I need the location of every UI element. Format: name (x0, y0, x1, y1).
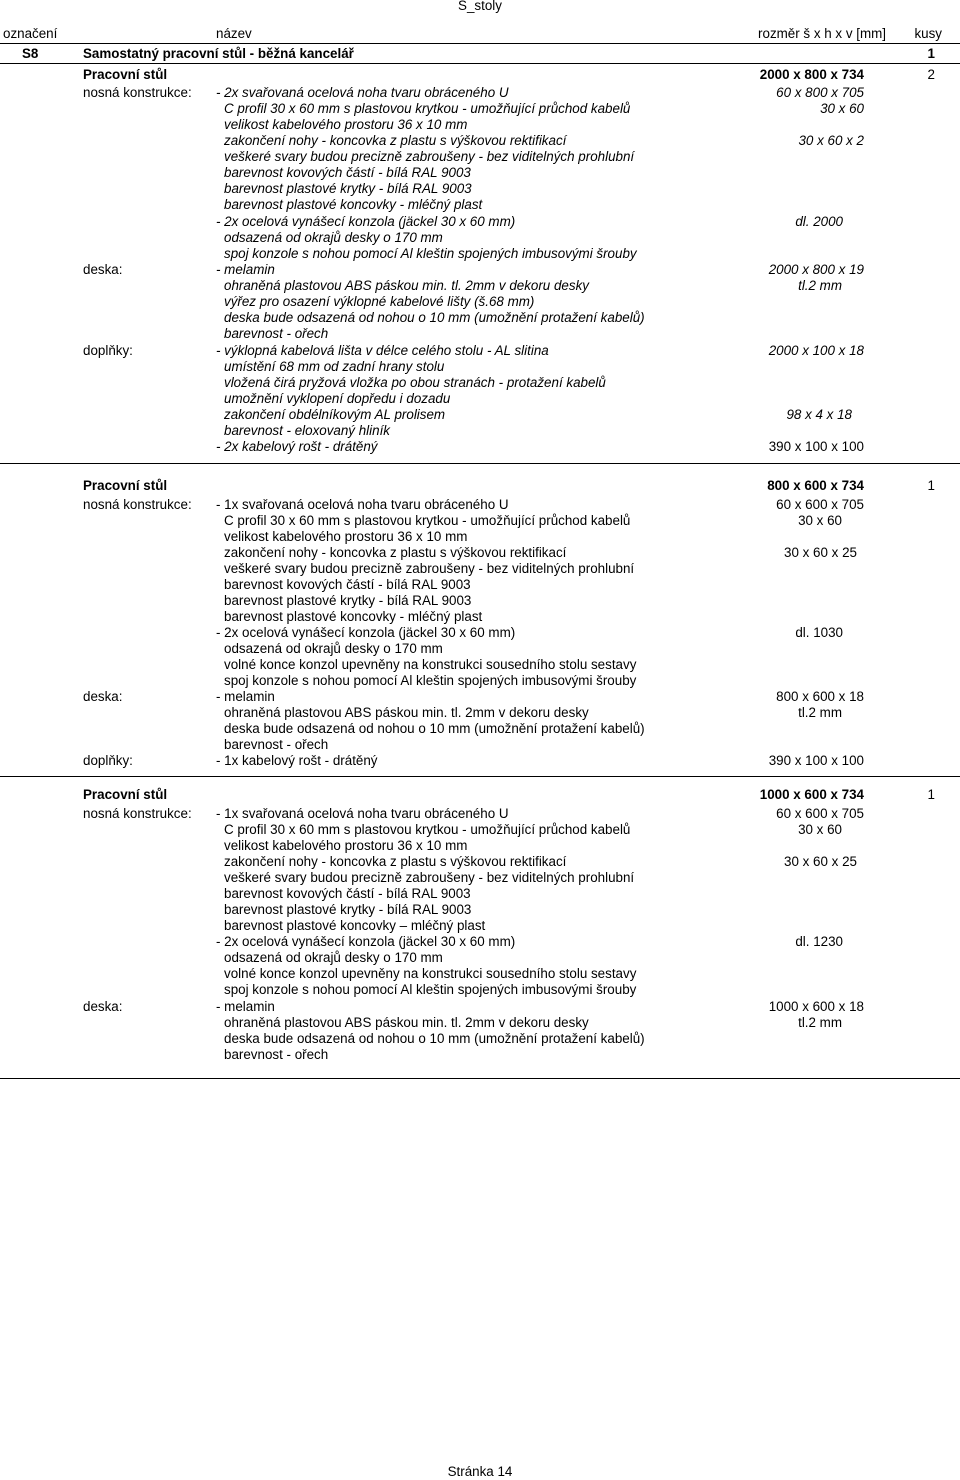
table2-line: barevnost plastové koncovky - mléčný plast (224, 609, 483, 624)
table3-line: barevnost plastové koncovky – mléčný plast (224, 918, 486, 933)
table3-board-line: barevnost - ořech (224, 1047, 329, 1062)
table3-line: veškeré svary budou precizně zabroušeny - bez viditelných prohlubní (224, 870, 635, 885)
table2-line: barevnost plastové krytky - bílá RAL 9003 (224, 593, 472, 608)
header-rule (0, 43, 960, 44)
table1-accessory-line: - 2x kabelový rošt - drátěný (216, 439, 378, 454)
table1-line: zakončení nohy - koncovka z plastu s výškovou rektifikací (224, 133, 567, 148)
table1-line: barevnost plastové krytky - bílá RAL 9003 (224, 181, 472, 196)
table2-accessories-label: doplňky: (83, 753, 133, 768)
table3-dim-value: 1000 x 600 x 18 (768, 999, 864, 1014)
table1-dim-value: 60 x 800 x 705 (776, 85, 864, 100)
table3-line: velikost kabelového prostoru 36 x 10 mm (224, 838, 468, 853)
table2-line: barevnost kovových částí - bílá RAL 9003 (224, 577, 471, 592)
table2-dim-value: 800 x 600 x 18 (776, 689, 864, 704)
table2-rule (0, 776, 960, 777)
table1-dim-value: 98 x 4 x 18 (786, 407, 852, 422)
table1-dimensions: 2000 x 800 x 734 (759, 67, 864, 82)
table1-accessories-label: doplňky: (83, 343, 133, 358)
table2-dim-value: 30 x 60 (798, 513, 842, 528)
table1-accessory-line: umožnění vyklopení dopředu i dozadu (224, 391, 451, 406)
table2-quantity: 1 (927, 478, 935, 493)
table1-dim-value: 2000 x 100 x 18 (768, 343, 864, 358)
table3-line: - 1x svařovaná ocelová noha tvaru obráceného U (216, 806, 509, 821)
table2-dim-value: 390 x 100 x 100 (768, 753, 864, 768)
table3-title: Pracovní stůl (83, 787, 168, 802)
page-number: Stránka 14 (447, 1464, 513, 1479)
table1-line: spoj konzole s nohou pomocí Al kleštin spojených imbusovými šrouby (224, 246, 637, 261)
table2-board-line: ohraněná plastovou ABS páskou min. tl. 2mm v dekoru desky (224, 705, 589, 720)
table1-rule (0, 463, 960, 464)
table3-line: barevnost kovových částí - bílá RAL 9003 (224, 886, 471, 901)
table1-accessory-line: umístění 68 mm od zadní hrany stolu (224, 359, 445, 374)
table1-dim-value: 30 x 60 x 2 (798, 133, 864, 148)
table3-dim-value: tl.2 mm (798, 1015, 842, 1030)
table2-dim-value: dl. 1030 (795, 625, 843, 640)
table1-board-line: výřez pro osazení výklopné kabelové lišty (š.68 mm) (224, 294, 535, 309)
table1-line: C profil 30 x 60 mm s plastovou krytkou - umožňující průchod kabelů (224, 101, 631, 116)
header-id: označení (3, 26, 58, 41)
table3-dimensions: 1000 x 600 x 734 (759, 787, 864, 802)
table1-line: barevnost kovových částí - bílá RAL 9003 (224, 165, 471, 180)
table2-dim-value: tl.2 mm (798, 705, 842, 720)
table3-rule (0, 1078, 960, 1079)
table2-dim-value: 30 x 60 x 25 (784, 545, 857, 560)
table3-dim-value: 30 x 60 x 25 (784, 854, 857, 869)
table2-line: veškeré svary budou precizně zabroušeny - bez viditelných prohlubní (224, 561, 635, 576)
header-quantity: kusy (914, 26, 942, 41)
table3-dim-value: 60 x 600 x 705 (776, 806, 864, 821)
table2-title: Pracovní stůl (83, 478, 168, 493)
table1-dim-value: 30 x 60 (820, 101, 864, 116)
table3-line: barevnost plastové krytky - bílá RAL 9003 (224, 902, 472, 917)
table3-line: C profil 30 x 60 mm s plastovou krytkou - umožňující průchod kabelů (224, 822, 631, 837)
table2-dim-value: 60 x 600 x 705 (776, 497, 864, 512)
table1-accessory-line: zakončení obdélníkovým AL prolisem (224, 407, 446, 422)
table3-board-line: deska bude odsazená od nohou o 10 mm (umožnění protažení kabelů) (224, 1031, 645, 1046)
table2-line: C profil 30 x 60 mm s plastovou krytkou - umožňující průchod kabelů (224, 513, 631, 528)
table3-dim-value: 30 x 60 (798, 822, 842, 837)
table1-line: barevnost plastové koncovky - mléčný plast (224, 197, 483, 212)
table2-board-line: - melamin (216, 689, 275, 704)
item-title: Samostatný pracovní stůl - běžná kancelář (83, 46, 354, 61)
table2-line: - 1x svařovaná ocelová noha tvaru obráceného U (216, 497, 509, 512)
table1-dim-value: dl. 2000 (795, 214, 843, 229)
table1-construction-label: nosná konstrukce: (83, 85, 192, 100)
table1-line: - 2x ocelová vynášecí konzola (jäckel 30 x 60 mm) (216, 214, 516, 229)
table1-dim-value: 390 x 100 x 100 (768, 439, 864, 454)
table1-title: Pracovní stůl (83, 67, 168, 82)
table2-line: zakončení nohy - koncovka z plastu s výškovou rektifikací (224, 545, 567, 560)
table1-line: veškeré svary budou precizně zabroušeny - bez viditelných prohlubní (224, 149, 635, 164)
header-dimensions: rozměr š x h x v [mm] (758, 26, 886, 41)
table2-accessory-line: - 1x kabelový rošt - drátěný (216, 753, 378, 768)
item-quantity: 1 (927, 46, 935, 61)
table3-line: odsazená od okrajů desky o 170 mm (224, 950, 443, 965)
table2-dimensions: 800 x 600 x 734 (767, 478, 864, 493)
table3-construction-label: nosná konstrukce: (83, 806, 192, 821)
table1-board-line: ohraněná plastovou ABS páskou min. tl. 2mm v dekoru desky (224, 278, 589, 293)
table2-board-line: deska bude odsazená od nohou o 10 mm (umožnění protažení kabelů) (224, 721, 645, 736)
table3-board-line: - melamin (216, 999, 275, 1014)
table3-quantity: 1 (927, 787, 935, 802)
header-name: název (216, 26, 252, 41)
table1-dim-value: 2000 x 800 x 19 (768, 262, 864, 277)
table1-accessory-line: barevnost - eloxovaný hliník (224, 423, 390, 438)
table3-line: volné konce konzol upevněny na konstrukci sousedního stolu sestavy (224, 966, 637, 981)
table1-accessory-line: vložená čirá pryžová vložka po obou stranách - protažení kabelů (224, 375, 606, 390)
table1-board-line: deska bude odsazená od nohou o 10 mm (umožnění protažení kabelů) (224, 310, 645, 325)
table3-board-line: ohraněná plastovou ABS páskou min. tl. 2mm v dekoru desky (224, 1015, 589, 1030)
table1-board-line: - melamin (216, 262, 275, 277)
table2-line: spoj konzole s nohou pomocí Al kleštin spojených imbusovými šrouby (224, 673, 637, 688)
table3-dim-value: dl. 1230 (795, 934, 843, 949)
table2-board-line: barevnost - ořech (224, 737, 329, 752)
table1-line: velikost kabelového prostoru 36 x 10 mm (224, 117, 468, 132)
item-rule (0, 63, 960, 64)
table2-board-label: deska: (83, 689, 123, 704)
table3-line: zakončení nohy - koncovka z plastu s výškovou rektifikací (224, 854, 567, 869)
table1-line: - 2x svařovaná ocelová noha tvaru obráceného U (216, 85, 509, 100)
item-id: S8 (22, 46, 39, 61)
table1-board-line: barevnost - ořech (224, 326, 329, 341)
table2-line: volné konce konzol upevněny na konstrukci sousedního stolu sestavy (224, 657, 637, 672)
table3-line: spoj konzole s nohou pomocí Al kleštin spojených imbusovými šrouby (224, 982, 637, 997)
table2-construction-label: nosná konstrukce: (83, 497, 192, 512)
table1-dim-value: tl.2 mm (798, 278, 842, 293)
table2-line: velikost kabelového prostoru 36 x 10 mm (224, 529, 468, 544)
table2-line: odsazená od okrajů desky o 170 mm (224, 641, 443, 656)
table1-accessory-line: - výklopná kabelová lišta v délce celého stolu - AL slitina (216, 343, 549, 358)
sheet-title: S_stoly (458, 0, 502, 13)
table3-line: - 2x ocelová vynášecí konzola (jäckel 30 x 60 mm) (216, 934, 516, 949)
table2-line: - 2x ocelová vynášecí konzola (jäckel 30 x 60 mm) (216, 625, 516, 640)
table1-board-label: deska: (83, 262, 123, 277)
table1-quantity: 2 (927, 67, 935, 82)
table3-board-label: deska: (83, 999, 123, 1014)
table1-line: odsazená od okrajů desky o 170 mm (224, 230, 443, 245)
